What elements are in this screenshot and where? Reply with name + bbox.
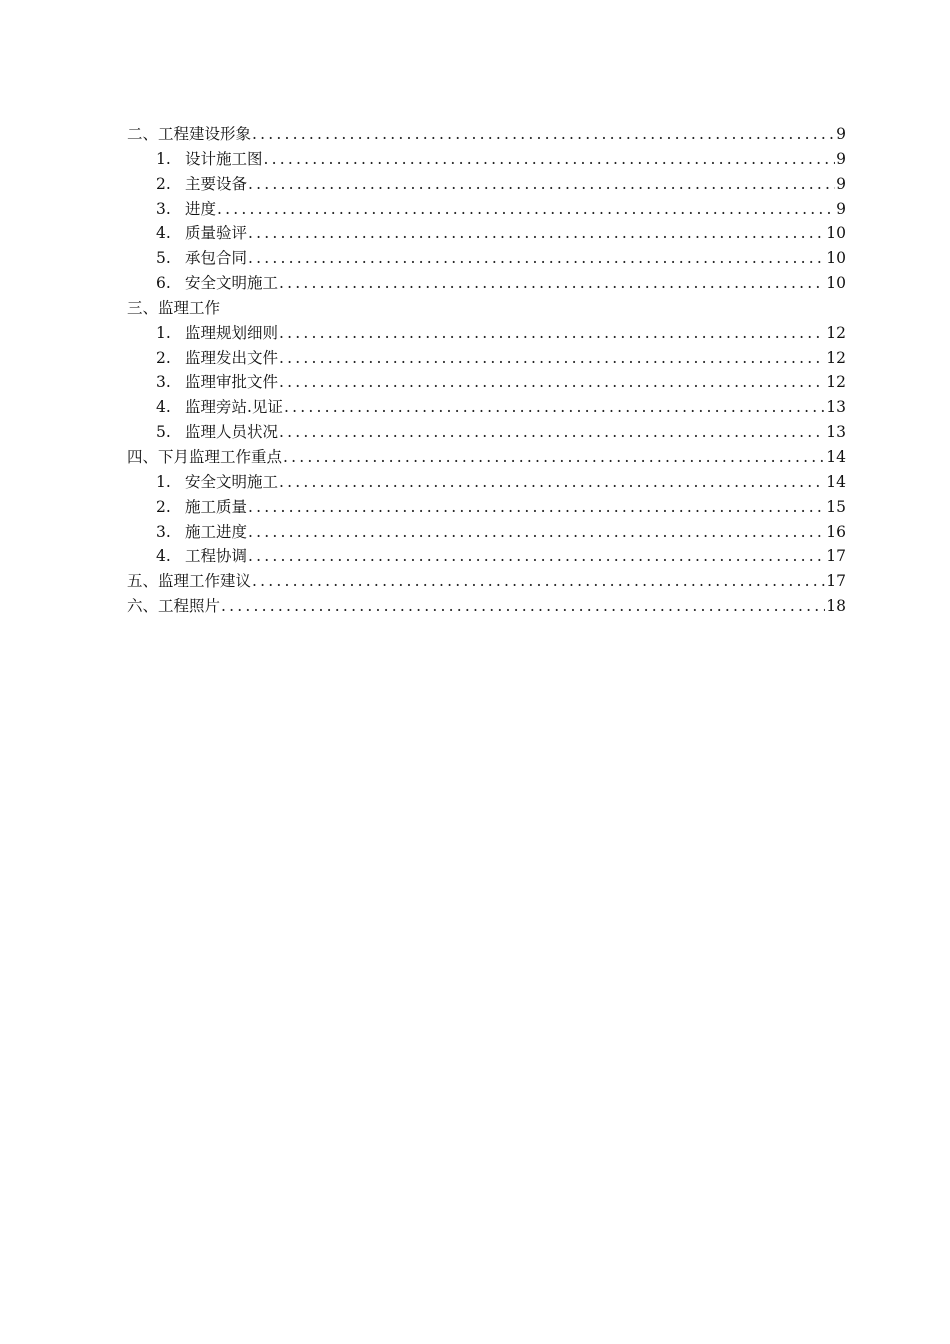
toc-dot-leader — [279, 321, 825, 346]
toc-entry-number: 五、 — [127, 572, 159, 591]
toc-dot-leader — [248, 520, 825, 545]
toc-entry[interactable] — [127, 395, 846, 420]
toc-page-number: 13 — [826, 398, 846, 417]
toc-entry-number: 三、 — [127, 298, 159, 317]
toc-page-number: 10 — [826, 224, 846, 243]
toc-entry[interactable] — [127, 172, 846, 197]
toc-entry[interactable] — [127, 271, 846, 296]
toc-entry-number: 6. — [156, 274, 171, 293]
toc-page-number: 12 — [826, 373, 846, 392]
toc-entry-number: 2. — [156, 174, 171, 193]
toc-page-number: 9 — [836, 174, 846, 193]
toc-page-number: 17 — [826, 547, 846, 566]
toc-entry-number: 2. — [156, 497, 171, 516]
toc-page-number: 14 — [826, 447, 846, 466]
toc-entry[interactable] — [127, 147, 846, 172]
toc-entry-title: 安全文明施工 — [185, 472, 279, 491]
toc-entry[interactable] — [127, 544, 846, 569]
toc-entry[interactable] — [127, 495, 846, 520]
toc-entry-title: 监理工作 — [158, 298, 221, 317]
toc-page-number: 12 — [826, 323, 846, 342]
toc-entry[interactable] — [127, 321, 846, 346]
toc-page-number: 16 — [826, 522, 846, 541]
toc-page-number: 9 — [836, 149, 846, 168]
toc-page-number: 18 — [826, 597, 846, 616]
toc-entry-title: 下月监理工作重点 — [158, 447, 283, 466]
toc-entry-title: 工程建设形象 — [158, 125, 252, 143]
toc-dot-leader — [284, 395, 825, 420]
toc-entry[interactable] — [127, 346, 846, 371]
toc-entry-title: 设计施工图 — [185, 149, 263, 168]
toc-entry-number: 3. — [156, 373, 171, 392]
toc-dot-leader — [248, 495, 825, 520]
toc-page-number: 17 — [826, 572, 846, 591]
toc-entry[interactable] — [127, 445, 846, 470]
toc-page-number: 13 — [826, 423, 846, 442]
toc-entry-title: 质量验评 — [185, 224, 248, 243]
toc-entry-title: 监理工作建议 — [158, 572, 252, 591]
toc-entry-number: 4. — [156, 398, 171, 417]
toc-entry-title: 安全文明施工 — [185, 274, 279, 293]
toc-entry[interactable] — [127, 197, 846, 222]
toc-entry-number: 3. — [156, 199, 171, 218]
toc-entry[interactable] — [127, 370, 846, 395]
toc-entry-number: 5. — [156, 249, 171, 268]
toc-entry[interactable] — [127, 122, 846, 147]
toc-entry[interactable] — [127, 296, 846, 321]
toc-entry-title: 监理发出文件 — [185, 348, 279, 367]
toc-dot-leader — [279, 271, 825, 296]
toc-entry-title: 监理旁站.见证 — [185, 398, 283, 417]
toc-page-number: 9 — [836, 199, 846, 218]
toc-dot-leader — [248, 544, 825, 569]
toc-entry-number: 4. — [156, 224, 171, 243]
toc-entry-title: 施工进度 — [185, 522, 248, 541]
toc-entry-number: 二、 — [127, 125, 159, 143]
toc-entry-number: 4. — [156, 547, 171, 566]
toc-entry-title: 监理规划细则 — [185, 323, 279, 342]
toc-dot-leader — [279, 420, 825, 445]
toc-page-number: 12 — [826, 348, 846, 367]
toc-page-number: 10 — [826, 249, 846, 268]
toc-entry-number: 1. — [156, 472, 171, 491]
toc-dot-leader — [221, 594, 825, 619]
toc-entry-title: 进度 — [185, 199, 217, 218]
toc-dot-leader — [279, 346, 825, 371]
toc-entry-title: 工程协调 — [185, 547, 248, 566]
toc-entry-title: 承包合同 — [185, 249, 248, 268]
toc-dot-leader — [252, 122, 835, 147]
toc-page-number: 10 — [826, 274, 846, 293]
table-of-contents — [127, 122, 846, 619]
toc-dot-leader — [264, 147, 836, 172]
toc-entry[interactable] — [127, 594, 846, 619]
toc-dot-leader — [248, 221, 825, 246]
toc-page-number: 9 — [836, 125, 846, 143]
toc-page-number: 14 — [826, 472, 846, 491]
toc-entry-number: 2. — [156, 348, 171, 367]
toc-entry[interactable] — [127, 246, 846, 271]
toc-dot-leader — [283, 445, 825, 470]
toc-dot-leader — [248, 172, 835, 197]
toc-page-number: 15 — [826, 497, 846, 516]
toc-entry-number: 1. — [156, 323, 171, 342]
toc-entry[interactable] — [127, 420, 846, 445]
toc-entry-title: 主要设备 — [185, 174, 248, 193]
toc-entry-number: 1. — [156, 149, 171, 168]
toc-entry-number: 3. — [156, 522, 171, 541]
toc-entry[interactable] — [127, 520, 846, 545]
toc-entry[interactable] — [127, 470, 846, 495]
toc-dot-leader — [217, 197, 835, 222]
toc-entry-number: 5. — [156, 423, 171, 442]
toc-dot-leader — [248, 246, 825, 271]
toc-dot-leader — [279, 370, 825, 395]
toc-entry-title: 监理人员状况 — [185, 423, 279, 442]
toc-entry-title: 监理审批文件 — [185, 373, 279, 392]
toc-entry-number: 四、 — [127, 447, 159, 466]
toc-entry-number: 六、 — [127, 597, 159, 616]
toc-entry[interactable] — [127, 569, 846, 594]
toc-dot-leader — [279, 470, 825, 495]
toc-dot-leader — [252, 569, 825, 594]
toc-entry-title: 工程照片 — [158, 597, 221, 616]
toc-entry-title: 施工质量 — [185, 497, 248, 516]
toc-entry[interactable] — [127, 221, 846, 246]
